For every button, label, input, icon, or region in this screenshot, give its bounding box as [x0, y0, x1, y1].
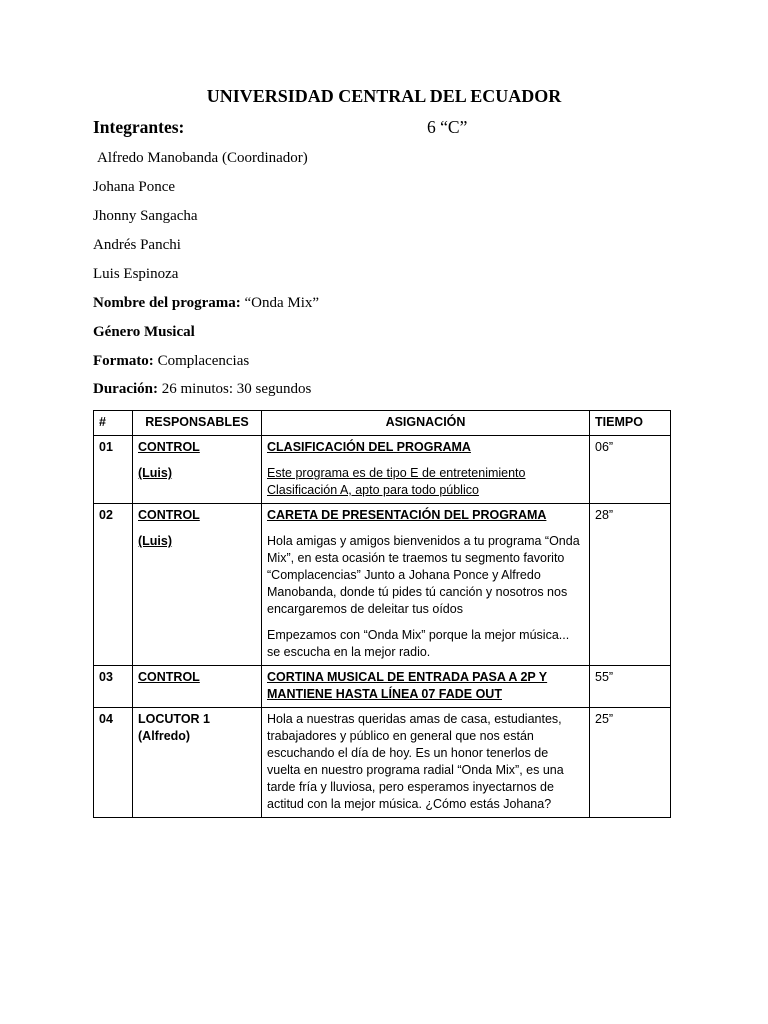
- duration-label: Duración:: [93, 381, 158, 397]
- row-responsables: [133, 708, 262, 818]
- format-value: Complacencias: [157, 353, 250, 369]
- asignacion-title: CLASIFICACIÓN DEL PROGRAMA: [267, 440, 471, 454]
- table-row: [94, 504, 671, 666]
- row-asignacion: [262, 504, 590, 666]
- row-responsables: [133, 504, 262, 666]
- asignacion-text: Este programa es de tipo E de entretenimiento: [267, 466, 526, 480]
- table-row: [94, 436, 671, 504]
- table-row: [94, 708, 671, 818]
- responsable-role: CONTROL: [138, 670, 200, 684]
- header-tiempo: TIEMPO: [590, 411, 671, 436]
- row-asignacion: [262, 436, 590, 504]
- header-number: #: [94, 411, 133, 436]
- duration-value: 26 minutos: 30 segundos: [161, 381, 312, 397]
- member-name: Alfredo Manobanda (Coordinador): [97, 150, 308, 166]
- header-asignacion: ASIGNACIÓN: [262, 411, 590, 436]
- row-asignacion: [262, 666, 590, 708]
- asignacion-text: Clasificación A, apto para todo público: [267, 483, 479, 497]
- row-asignacion: [262, 708, 590, 818]
- responsable-person: (Luis): [138, 534, 173, 548]
- member-name: Luis Espinoza: [93, 266, 179, 282]
- responsable-role: CONTROL: [138, 508, 200, 522]
- asignacion-text: Hola a nuestras queridas amas de casa, estudiantes, trabajadores y público en general que nos están escuchando el día de hoy. Es un honor tenerlos de vuelta en nuestro programa radial “Onda Mix”, es una tarde fría y lluviosa, pero esperamos inyectarnos de actitud con la mejor música. ¿Cómo estás Johana?: [267, 712, 564, 811]
- genre-line: [93, 324, 195, 341]
- row-tiempo: 06”: [590, 436, 671, 504]
- row-number: 03: [94, 666, 133, 708]
- genre-label: Género Musical: [93, 324, 195, 340]
- responsable-person: (Alfredo): [138, 729, 191, 743]
- script-table: [93, 410, 671, 818]
- responsable-role: CONTROL: [138, 440, 200, 454]
- member-name: Johana Ponce: [93, 179, 176, 195]
- format-label: Formato:: [93, 353, 154, 369]
- asignacion-title: CORTINA MUSICAL DE ENTRADA PASA A 2P Y MANTIENE HASTA LÍNEA 07 FADE OUT: [267, 670, 548, 701]
- responsable-person: (Luis): [138, 466, 173, 480]
- asignacion-text: Hola amigas y amigos bienvenidos a tu programa “Onda Mix”, en esta ocasión te traemos tu segmento favorito “Complacencias” Junto a Johana Ponce y Alfredo Manobanda, donde tú pides tú canción y nosotros nos encargaremos de deleitar tus oídos: [267, 534, 580, 616]
- program-name-value: “Onda Mix”: [244, 295, 320, 311]
- table-header-row: [94, 411, 671, 436]
- duration-line: [93, 381, 311, 398]
- asignacion-text: Empezamos con “Onda Mix” porque la mejor música... se escucha en la mejor radio.: [267, 628, 570, 659]
- row-responsables: [133, 666, 262, 708]
- format-line: [93, 353, 249, 370]
- row-number: 02: [94, 504, 133, 666]
- row-number: 04: [94, 708, 133, 818]
- document-title: UNIVERSIDAD CENTRAL DEL ECUADOR: [206, 86, 562, 106]
- program-name-line: [93, 295, 319, 312]
- asignacion-title: CARETA DE PRESENTACIÓN DEL PROGRAMA: [267, 508, 547, 522]
- row-responsables: [133, 436, 262, 504]
- row-number: 01: [94, 436, 133, 504]
- responsable-role: LOCUTOR 1: [138, 712, 210, 726]
- row-tiempo: 25”: [590, 708, 671, 818]
- header-responsables: RESPONSABLES: [133, 411, 262, 436]
- row-tiempo: 28”: [590, 504, 671, 666]
- member-name: Andrés Panchi: [93, 237, 181, 253]
- integrantes-label: Integrantes:: [93, 117, 185, 137]
- program-name-label: Nombre del programa:: [93, 295, 241, 311]
- member-name: Jhonny Sangacha: [93, 208, 198, 224]
- group-label: 6 “C”: [427, 117, 468, 137]
- table-row: [94, 666, 671, 708]
- row-tiempo: 55”: [590, 666, 671, 708]
